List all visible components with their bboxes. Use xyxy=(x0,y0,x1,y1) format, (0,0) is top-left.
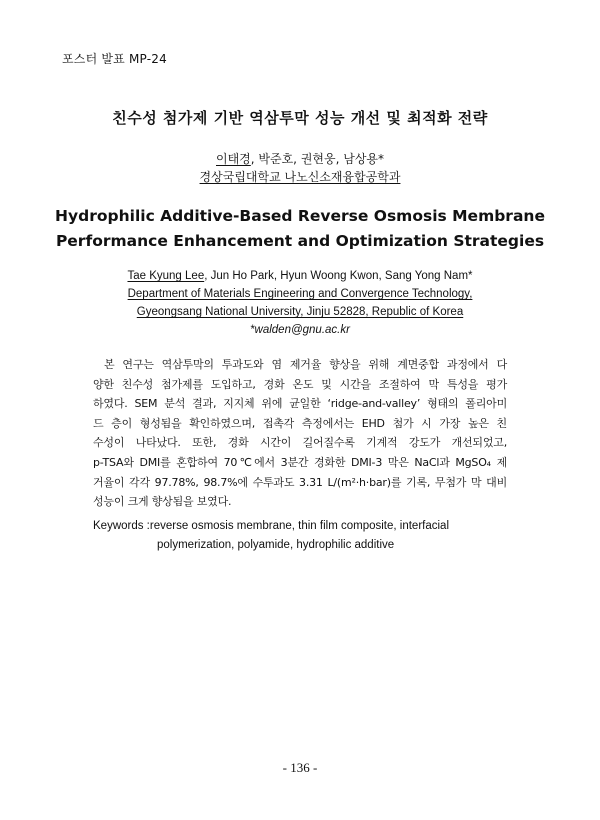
title-english-line1: Hydrophilic Additive-Based Reverse Osmosis Membrane xyxy=(55,207,545,225)
affiliation-english-line2-text: Gyeongsang National University, Jinju 52828, Republic of Korea xyxy=(136,306,464,318)
abstract-line: 성능이 크게 향상됨을 보였다. xyxy=(93,495,232,509)
affiliation-korean xyxy=(0,168,600,185)
title-english-line2: Performance Enhancement and Optimization Strategies xyxy=(55,232,545,250)
affiliation-korean-text: 경상국립대학교 나노신소재융합공학과 xyxy=(199,170,401,184)
keywords-line2: polymerization, polyamide, hydrophilic additive xyxy=(157,539,395,551)
author-korean-first: 이태경 xyxy=(216,152,251,166)
session-label: 포스터 발표 MP-24 xyxy=(62,52,167,66)
affiliation-english-line1-text: Department of Materials Engineering and Convergence Technology, xyxy=(127,288,473,300)
corresponding-email: *walden@gnu.ac.kr xyxy=(250,324,350,336)
authors-english-rest: , Jun Ho Park, Hyun Woong Kwon, Sang Yong Nam* xyxy=(204,270,473,282)
affiliation-english-line2 xyxy=(0,306,600,318)
authors-english xyxy=(0,270,600,282)
keywords-line1 xyxy=(93,517,449,536)
abstract-line: 하였다. SEM 분석 결과, 지지체 위에 균일한 ‘ridge-and-valley’ 형태의 폴리아미 xyxy=(93,397,507,411)
abstract xyxy=(93,355,507,512)
authors-korean xyxy=(0,150,600,167)
page-number: - 136 - xyxy=(282,760,318,775)
abstract-line: 양한 친수성 첨가제를 도입하고, 경화 온도 및 시간을 조절하여 막 특성을 평가 xyxy=(93,377,507,391)
affiliation-english-line1 xyxy=(0,288,600,300)
author-english-first: Tae Kyung Lee xyxy=(127,270,205,282)
keywords-label: Keywords : xyxy=(93,520,150,532)
abstract-line: 수성이 나타났다. 또한, 경화 시간이 길어질수록 기계적 강도가 개선되었고, xyxy=(93,436,507,450)
authors-korean-rest: , 박준호, 권현웅, 남상용* xyxy=(250,152,384,166)
abstract-line: p-TSA와 DMI를 혼합하여 70℃에서 3분간 경화한 DMI-3 막은 NaCl과 MgSO₄ 제 xyxy=(93,455,507,469)
title-english xyxy=(0,204,600,254)
abstract-line: 드 층이 형성됨을 확인하였으며, 접촉각 측정에서는 EHD 첨가 시 가장 높은 친 xyxy=(93,416,507,430)
abstract-line: 거율이 각각 97.78%, 98.7%에 수투과도 3.31 L/(m²·h·bar)를 기록, 무첨가 막 대비 xyxy=(93,475,507,489)
abstract-line: 본 연구는 역삼투막의 투과도와 염 제거율 향상을 위해 계면중합 과정에서 다 xyxy=(104,358,507,371)
title-korean: 친수성 첨가제 기반 역삼투막 성능 개선 및 최적화 전략 xyxy=(112,109,488,127)
keywords-line1-text: reverse osmosis membrane, thin film composite, interfacial xyxy=(149,520,449,532)
keywords xyxy=(93,517,449,555)
